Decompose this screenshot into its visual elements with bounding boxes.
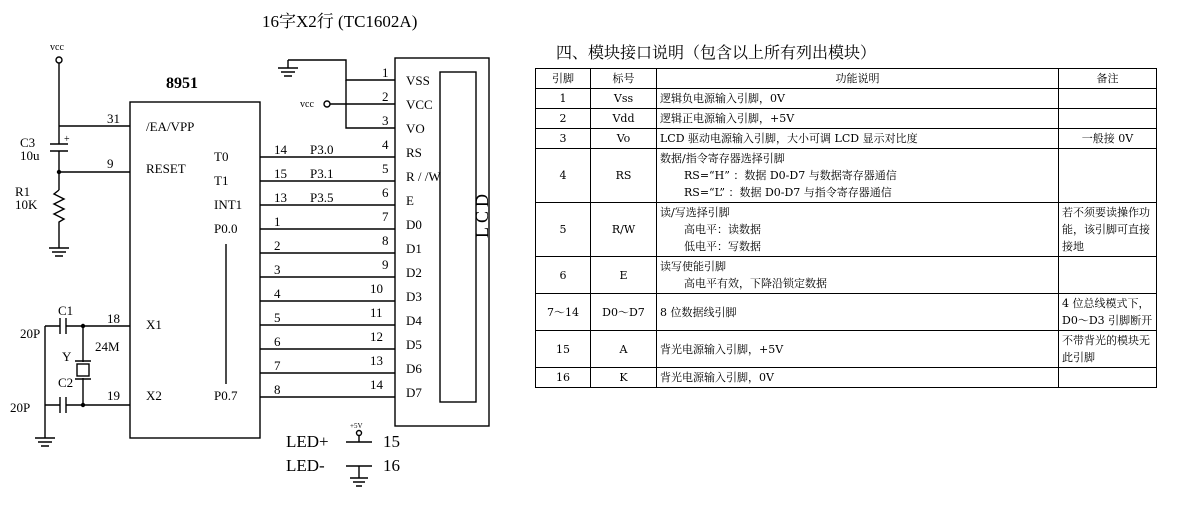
table-row — [536, 331, 1157, 368]
header-note: 备注 — [1059, 69, 1157, 89]
pin18-number: 18 — [107, 311, 120, 326]
cell-pin: 16 — [536, 368, 591, 388]
cell-note — [1059, 89, 1157, 109]
c3-plus-sign: + — [64, 134, 70, 145]
cell-note: 4 位总线模式下，D0～D3 引脚断开 — [1059, 294, 1157, 331]
plus5v-label: +5V — [350, 422, 363, 430]
c2-value: 20P — [10, 400, 31, 415]
cell-label: R/W — [591, 203, 657, 257]
r1-label: R1 — [15, 184, 31, 199]
lcd-pin-name: D7 — [406, 385, 422, 400]
cell-label: RS — [591, 149, 657, 203]
vcc-terminal-lcd — [324, 101, 330, 107]
header-pin: 引脚 — [536, 69, 591, 89]
lcd-schematic — [0, 0, 530, 507]
lcd-pin-number: 9 — [382, 257, 389, 272]
mcu-pin-p00: P0.0 — [214, 221, 238, 236]
table-row — [536, 203, 1157, 257]
vcc-terminal — [56, 57, 62, 63]
led-minus-ground — [346, 466, 372, 486]
schematic-title: 16字X2行 (TC1602A) — [262, 12, 418, 31]
led-plus-num: 15 — [383, 432, 400, 451]
table-row — [536, 294, 1157, 331]
led-plus-label: LED+ — [286, 432, 329, 451]
cell-pin: 6 — [536, 257, 591, 294]
lcd-pin-name: D4 — [406, 313, 422, 328]
lcd-pin-name: D1 — [406, 241, 422, 256]
lcd-pin-number: 14 — [370, 377, 383, 392]
c3-label: C3 — [20, 135, 36, 150]
lcd-pin-name: RS — [406, 145, 422, 160]
ground-symbol-reset — [49, 248, 69, 256]
wire-number: 5 — [274, 310, 281, 325]
lcd-panel — [440, 72, 476, 402]
crystal-y — [77, 364, 89, 376]
lcd-pin-number: 2 — [382, 89, 389, 104]
cell-note — [1059, 368, 1157, 388]
function-line: 逻辑负电源输入引脚，0V — [660, 92, 785, 105]
mcu-pin-reset: RESET — [146, 161, 186, 176]
mcu-pin-p07: P0.7 — [214, 388, 238, 403]
cell-label: E — [591, 257, 657, 294]
cell-note: 若不须要读操作功能，该引脚可直接接地 — [1059, 203, 1157, 257]
cell-function — [657, 149, 1059, 203]
cell-pin: 15 — [536, 331, 591, 368]
cell-function — [657, 331, 1059, 368]
header-label: 标号 — [591, 69, 657, 89]
lcd-pin-name: D5 — [406, 337, 422, 352]
lcd-pin-name: D6 — [406, 361, 422, 376]
lcd-pin-number: 12 — [370, 329, 383, 344]
cell-note: 一般接 0V — [1059, 129, 1157, 149]
mcu-pin-t0: T0 — [214, 149, 229, 164]
lcd-pin-number: 4 — [382, 137, 389, 152]
lcd-pin-name: D3 — [406, 289, 422, 304]
cell-pin: 3 — [536, 129, 591, 149]
table-row — [536, 149, 1157, 203]
function-line: LCD 驱动电源输入引脚，大小可调 LCD 显示对比度 — [660, 132, 918, 145]
lcd-pin-group — [370, 65, 441, 400]
wire-number: 3 — [274, 262, 281, 277]
table-header-row — [536, 69, 1157, 89]
plus5v-terminal — [357, 431, 362, 436]
cell-function — [657, 203, 1059, 257]
cell-pin: 4 — [536, 149, 591, 203]
wire-number: 4 — [274, 286, 281, 301]
lcd-pin-name: VO — [406, 121, 425, 136]
x2-junction — [81, 403, 85, 407]
lcd-pin-number: 6 — [382, 185, 389, 200]
vcc-label-top: vcc — [50, 42, 64, 53]
wire-number: 13 — [274, 190, 287, 205]
c2-capacitor — [60, 397, 66, 413]
table-row — [536, 109, 1157, 129]
mcu-pin-t1: T1 — [214, 173, 229, 188]
cell-pin: 5 — [536, 203, 591, 257]
lcd-pin-name: VSS — [406, 73, 430, 88]
led-plus-wire — [346, 436, 372, 442]
c1-value: 20P — [20, 326, 41, 341]
lcd-pin-number: 10 — [370, 281, 383, 296]
table-row — [536, 129, 1157, 149]
ground-symbol-vss — [278, 60, 298, 76]
cell-function — [657, 257, 1059, 294]
mcu-pin-x2: X2 — [146, 388, 162, 403]
mcu-pin-x1: X1 — [146, 317, 162, 332]
wire-number: 8 — [274, 382, 281, 397]
c1-capacitor — [60, 318, 66, 334]
function-line: 读写使能引脚 — [660, 260, 726, 273]
lcd-pin-number: 3 — [382, 113, 389, 128]
cell-function — [657, 129, 1059, 149]
mcu-name: 8951 — [166, 75, 198, 92]
x1-junction — [81, 324, 85, 328]
lcd-pin-number: 8 — [382, 233, 389, 248]
cell-function — [657, 109, 1059, 129]
cell-function — [657, 294, 1059, 331]
lcd-pin-number: 13 — [370, 353, 383, 368]
table-title: 四、模块接口说明（包含以上所有列出模块） — [556, 43, 877, 62]
lcd-pin-number: 11 — [370, 305, 383, 320]
function-line: 逻辑正电源输入引脚，+5V — [660, 112, 795, 125]
function-line: 高电平：读数据 — [684, 223, 761, 236]
cell-function — [657, 89, 1059, 109]
wire-number: 2 — [274, 238, 281, 253]
lcd-pin-name: VCC — [406, 97, 433, 112]
function-line: 8 位数据线引脚 — [660, 305, 737, 319]
cell-pin: 2 — [536, 109, 591, 129]
function-line: 数据/指令寄存器选择引脚 — [660, 152, 785, 165]
led-minus-num: 16 — [383, 456, 400, 475]
vcc-label-lcd: vcc — [300, 99, 314, 110]
function-line: 高电平有效，下降沿锁定数据 — [684, 277, 827, 290]
cell-label: Vdd — [591, 109, 657, 129]
lcd-pin-name: E — [406, 193, 414, 208]
function-line: 背光电源输入引脚，0V — [660, 371, 774, 384]
mcu-pin-int1: INT1 — [214, 197, 243, 212]
wire-number: 1 — [274, 214, 281, 229]
led-minus-label: LED- — [286, 456, 325, 475]
crystal-value: 24M — [95, 339, 120, 354]
function-line: 读/写选择引脚 — [660, 206, 730, 219]
cell-function — [657, 368, 1059, 388]
cell-label: Vo — [591, 129, 657, 149]
cell-label: D0～D7 — [591, 294, 657, 331]
ground-symbol-crystal — [35, 438, 55, 446]
wire-number: 7 — [274, 358, 281, 373]
lcd-pin-number: 1 — [382, 65, 389, 80]
pin-interface-table — [535, 68, 1157, 388]
wire-number: 14 — [274, 142, 287, 157]
c2-label: C2 — [58, 375, 74, 390]
cell-label: K — [591, 368, 657, 388]
function-line: 低电平：写数据 — [684, 240, 761, 253]
port-label: P3.0 — [310, 142, 334, 157]
cell-label: Vss — [591, 89, 657, 109]
lcd-pin-name: D0 — [406, 217, 422, 232]
crystal-label: Y — [62, 349, 72, 364]
function-line: RS=“H” ：数据 D0-D7 与数据寄存器通信 — [684, 169, 897, 182]
r1-resistor — [54, 190, 64, 248]
cell-pin: 7～14 — [536, 294, 591, 331]
mcu-pin-ea: /EA/VPP — [146, 119, 195, 134]
port-label: P3.5 — [310, 190, 334, 205]
pin31-number: 31 — [107, 111, 120, 126]
table-row — [536, 89, 1157, 109]
cell-note — [1059, 109, 1157, 129]
lcd-label: LCD — [472, 190, 492, 238]
c3-value: 10u — [20, 148, 40, 163]
port-label: P3.1 — [310, 166, 334, 181]
cell-note — [1059, 257, 1157, 294]
pin9-number: 9 — [107, 156, 114, 171]
table-row — [536, 257, 1157, 294]
wire-number: 6 — [274, 334, 281, 349]
cell-note: 不带背光的模块无此引脚 — [1059, 331, 1157, 368]
lcd-pin-name: D2 — [406, 265, 422, 280]
r1-value: 10K — [15, 197, 38, 212]
lcd-pin-number: 5 — [382, 161, 389, 176]
cell-note — [1059, 149, 1157, 203]
wire-number: 15 — [274, 166, 287, 181]
pin19-number: 19 — [107, 388, 120, 403]
cell-label: A — [591, 331, 657, 368]
table-row — [536, 368, 1157, 388]
function-line: RS=“L” ：数据 D0-D7 与指令寄存器通信 — [684, 186, 892, 199]
vss-wire — [288, 60, 395, 80]
cell-pin: 1 — [536, 89, 591, 109]
lcd-pin-number: 7 — [382, 209, 389, 224]
function-line: 背光电源输入引脚，+5V — [660, 342, 784, 356]
lcd-pin-name: R / /W — [406, 169, 441, 184]
header-function: 功能说明 — [657, 69, 1059, 89]
c1-label: C1 — [58, 303, 74, 318]
